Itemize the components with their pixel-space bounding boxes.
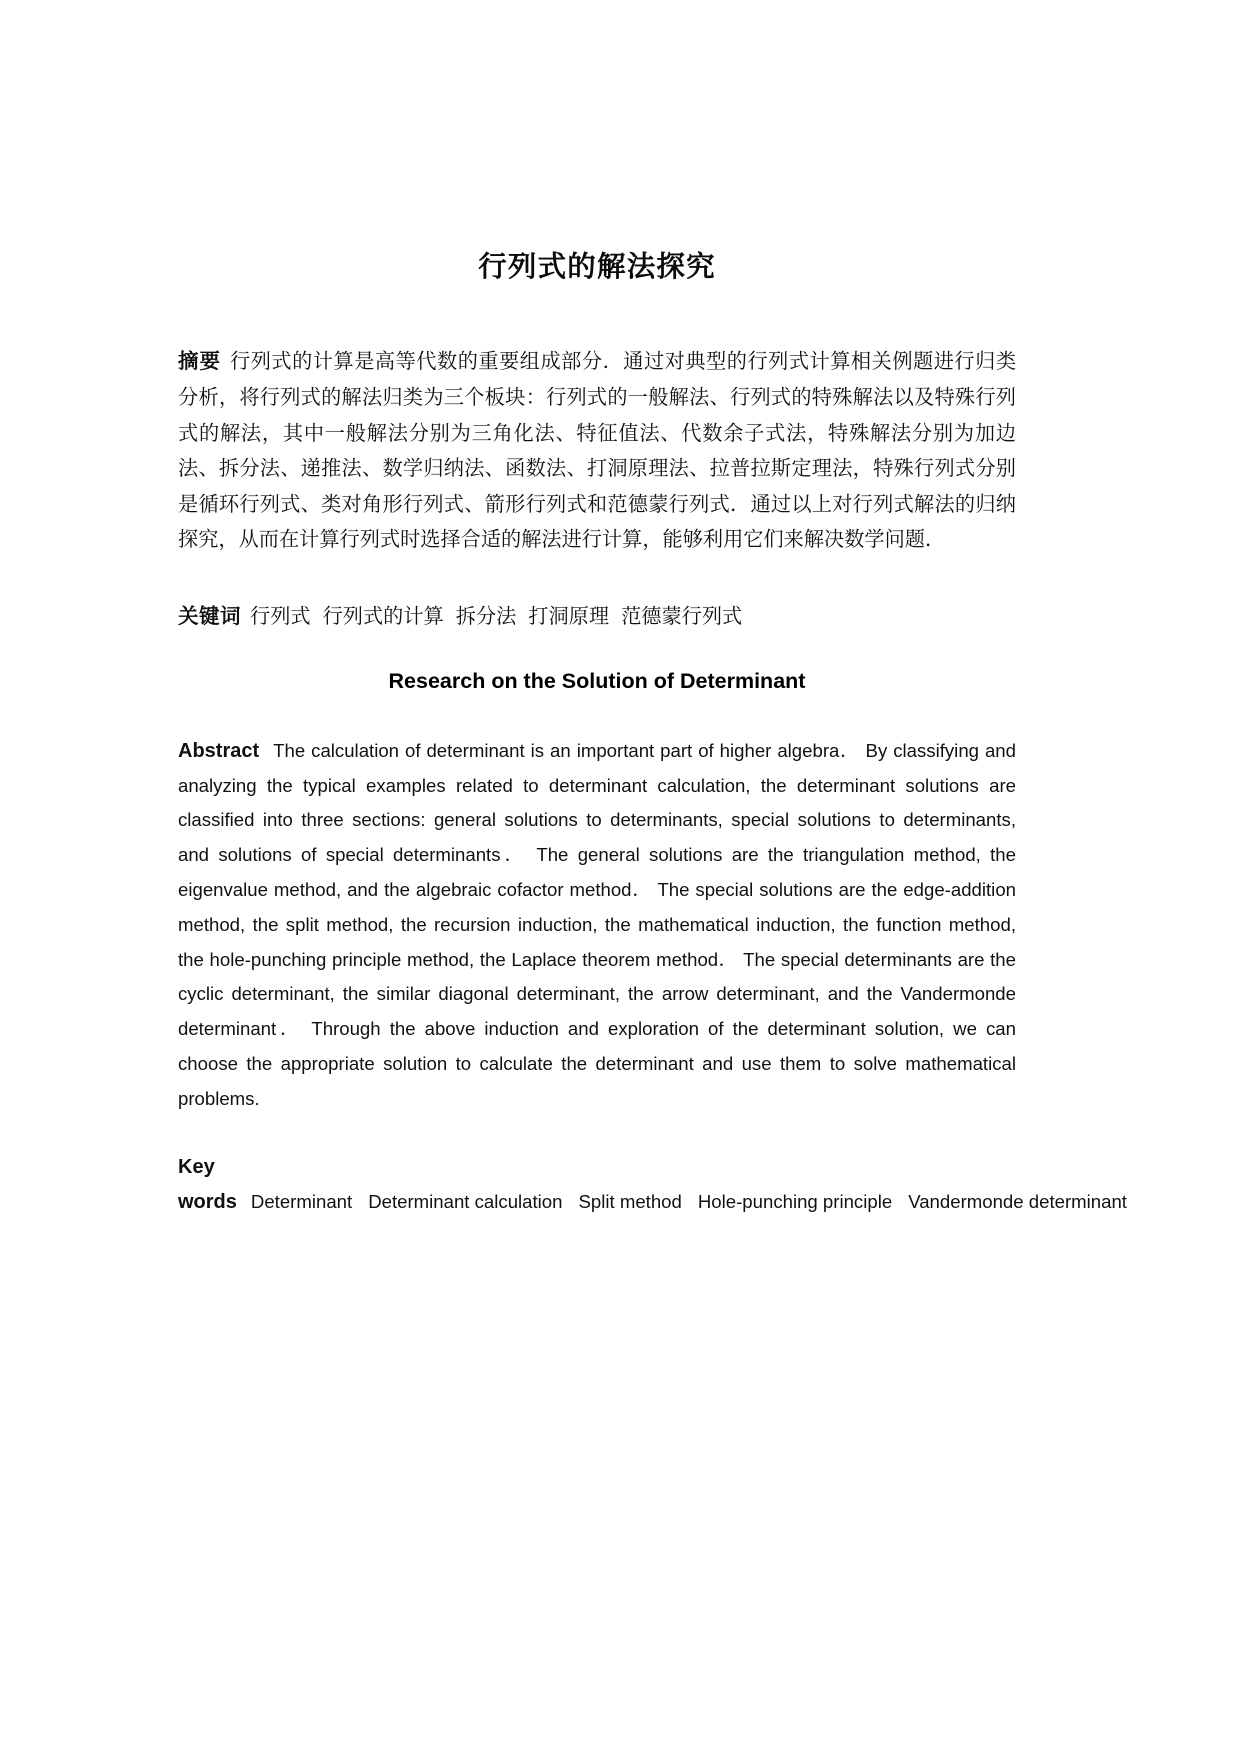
chinese-title: 行列式的解法探究 [478,250,716,283]
chinese-keyword-item: 行列式 [250,606,311,629]
chinese-keyword-item: 打洞原理 [528,606,610,629]
english-keyword-item: Vandermonde determinant [908,1191,1127,1213]
chinese-abstract-body: 行列式的计算是高等代数的重要组成部分．通过对典型的行列式计算相关例题进行归类分析，将行列式的解法归类为三个板块：行列式的一般解法、行列式的特殊解法以及特殊行列式的解法，其中一般解法分别为三角化法、特征值法、代数余子式法，特殊解法分别为加边法、拆分法、递推法、数学归纳法、函数法、打洞原理法、拉普拉斯定理法，特殊行列式分别是循环行列式、类对角形行列式、箭形行列式和范德蒙行列式．通过以上对行列式解法的归纳探究，从而在计算行列式时选择合适的解法进行计算，能够利用它们来解决数学问题． [178,351,1017,552]
chinese-keyword-item: 范德蒙行列式 [621,606,743,629]
english-keyword-item: Determinant [250,1191,353,1213]
page-content [178,248,1127,1220]
chinese-keywords [178,599,1016,636]
english-keywords [178,1150,1127,1220]
english-keyword-item: Hole-punching principle [697,1191,893,1213]
english-abstract-body: The calculation of determinant is an important part of higher algebra． By classifying and analyzing the typical examples related to determinant calculation, the determinant solutions are classified into three sections: general solutions to determinants, special solutions to determinants, and solutions of special determinants． The general solutions are the triangulation method, the eigenvalue method, and the algebraic cofactor method． The special solutions are the edge-addition method, the split method, the recursion induction, the mathematical induction, the function method, the hole-punching principle method, the Laplace theorem method． The special determinants are the cyclic determinant, the similar diagonal determinant, the arrow determinant, and the Vandermonde determinant． Through the above induction and exploration of the determinant solution, we can choose the appropriate solution to calculate the determinant and use them to solve mathematical problems. [178,739,1016,1109]
english-keywords-label: Key words [178,1156,237,1214]
chinese-abstract-label: 摘要 [178,349,222,374]
english-keyword-item: Determinant calculation [368,1191,563,1213]
chinese-keyword-item: 行列式的计算 [322,606,444,629]
chinese-abstract [178,344,1016,559]
english-abstract-label: Abstract [178,739,260,762]
chinese-keywords-label: 关键词 [178,604,241,629]
english-keyword-item: Split method [578,1191,682,1213]
chinese-keyword-item: 拆分法 [455,606,517,629]
english-abstract [178,734,1016,1117]
english-title: Research on the Solution of Determinant [388,668,806,693]
